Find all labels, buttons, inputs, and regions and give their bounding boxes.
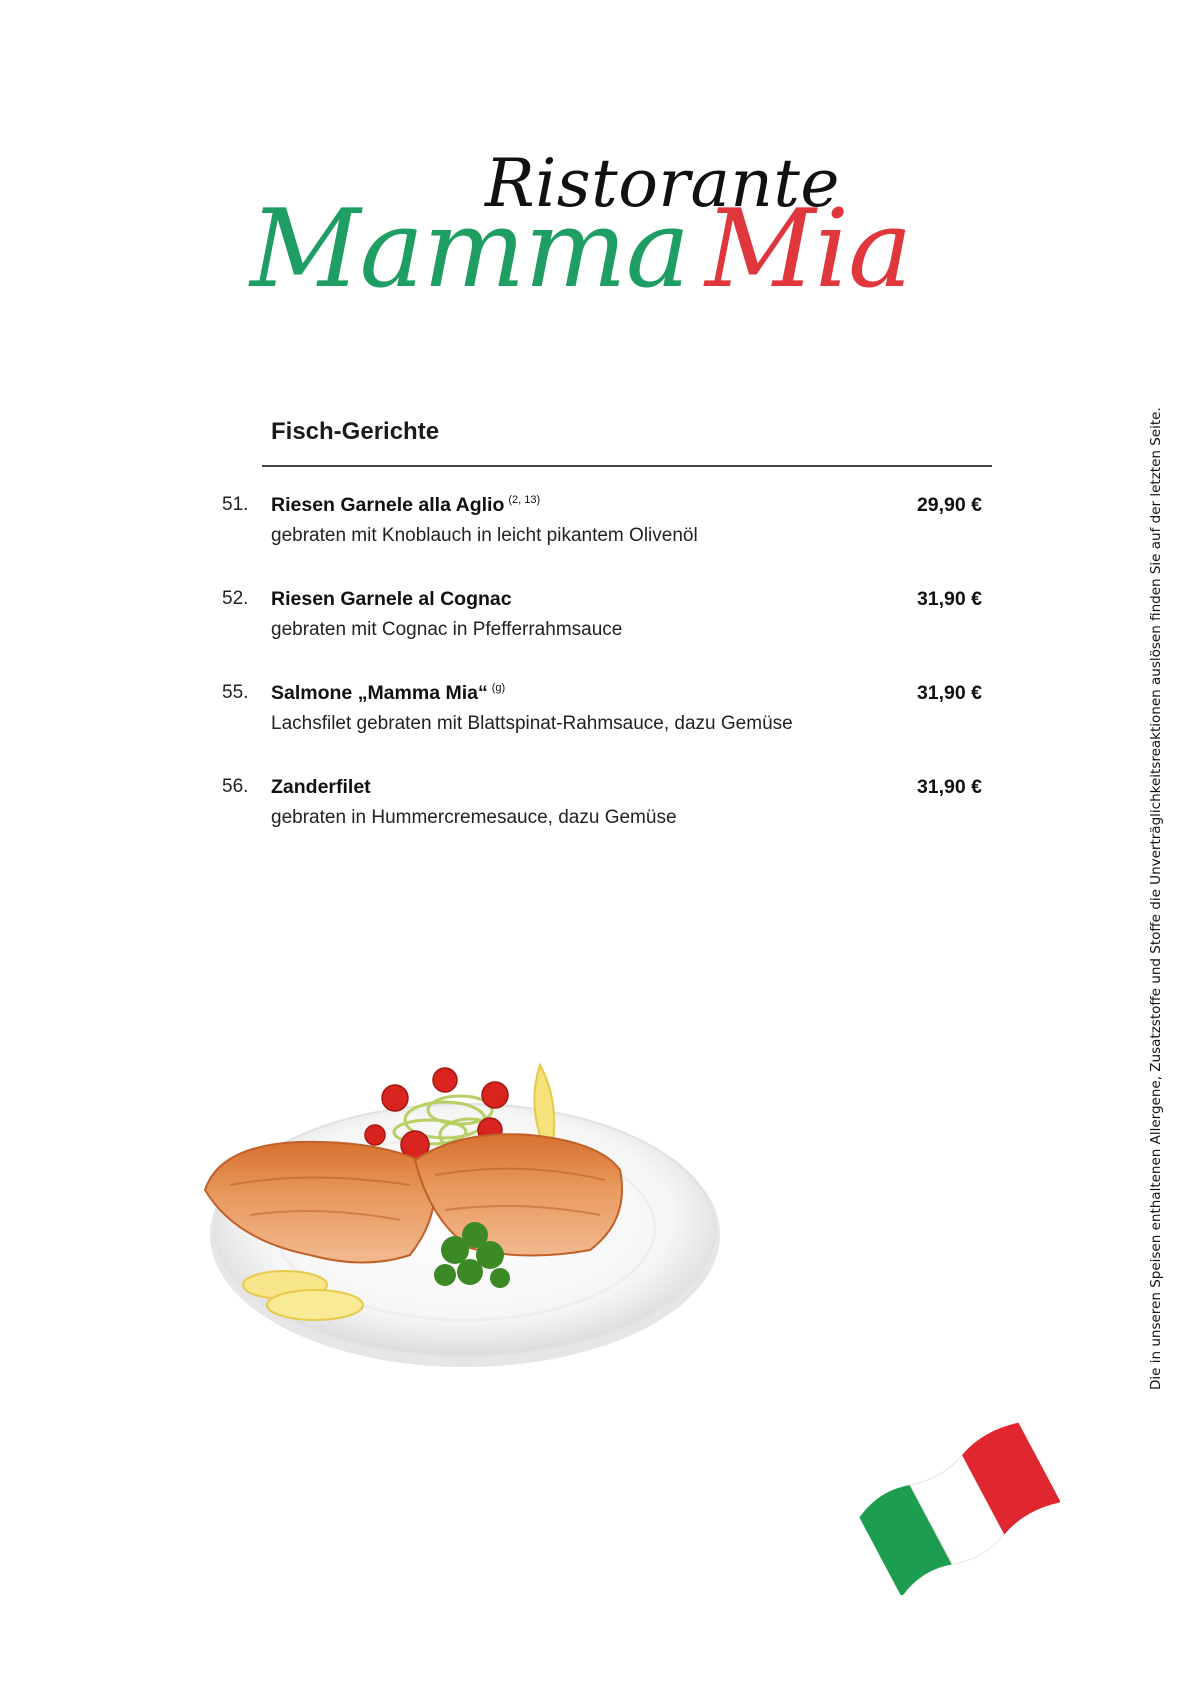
menu-item-price: 31,90 €: [916, 776, 982, 798]
restaurant-logo: [250, 145, 970, 312]
menu-item-number: 55.: [222, 682, 249, 703]
section-title: Fisch-Gerichte: [271, 418, 440, 445]
menu-item: [222, 588, 982, 658]
menu-item: [222, 776, 982, 846]
logo-top-word: Ristorante: [485, 145, 840, 222]
italian-flag-image: [850, 1395, 1060, 1595]
menu-item-description: Lachsfilet gebraten mit Blattspinat-Rahmsauce, dazu Gemüse: [271, 713, 793, 734]
menu-item-description: gebraten in Hummercremesauce, dazu Gemüse: [271, 807, 677, 828]
menu-item-name: Zanderfilet: [271, 776, 371, 798]
grilled-salmon-plate-image: [190, 1050, 750, 1380]
section-divider: [262, 465, 992, 467]
menu-item-price: 31,90 €: [916, 588, 982, 610]
menu-item-number: 51.: [222, 494, 249, 515]
menu-item-description: gebraten mit Cognac in Pfefferrahmsauce: [271, 619, 623, 640]
menu-item-name: Riesen Garnele alla Aglio $^{(2, 13)}$: [271, 494, 541, 516]
menu-item-price: 29,90 €: [916, 494, 982, 516]
allergen-note: Die in unseren Speisen enthaltenen Allergene, Zusatzstoffe und Stoffe die Unverträglichkeitsreaktionen auslösen finden Sie auf der letzten Seite.: [1148, 407, 1164, 1390]
menu-item-number: 56.: [222, 776, 249, 797]
menu-item-description: gebraten mit Knoblauch in leicht pikantem Olivenöl: [271, 525, 698, 546]
menu-item-price: 31,90 €: [916, 682, 982, 704]
menu-item-name: Riesen Garnele al Cognac: [271, 588, 512, 610]
logo-accent-word: Mia: [705, 187, 912, 312]
menu-item: [222, 682, 982, 752]
menu-item-number: 52.: [222, 588, 249, 609]
allergen-codes: (2, 13): [508, 494, 541, 506]
allergen-codes: (g): [491, 682, 506, 694]
logo-main-word: Mamma: [250, 187, 690, 312]
menu-item-name: Salmone „Mamma Mia“ $^{(g)}$: [271, 682, 506, 704]
menu-item: [222, 494, 982, 564]
